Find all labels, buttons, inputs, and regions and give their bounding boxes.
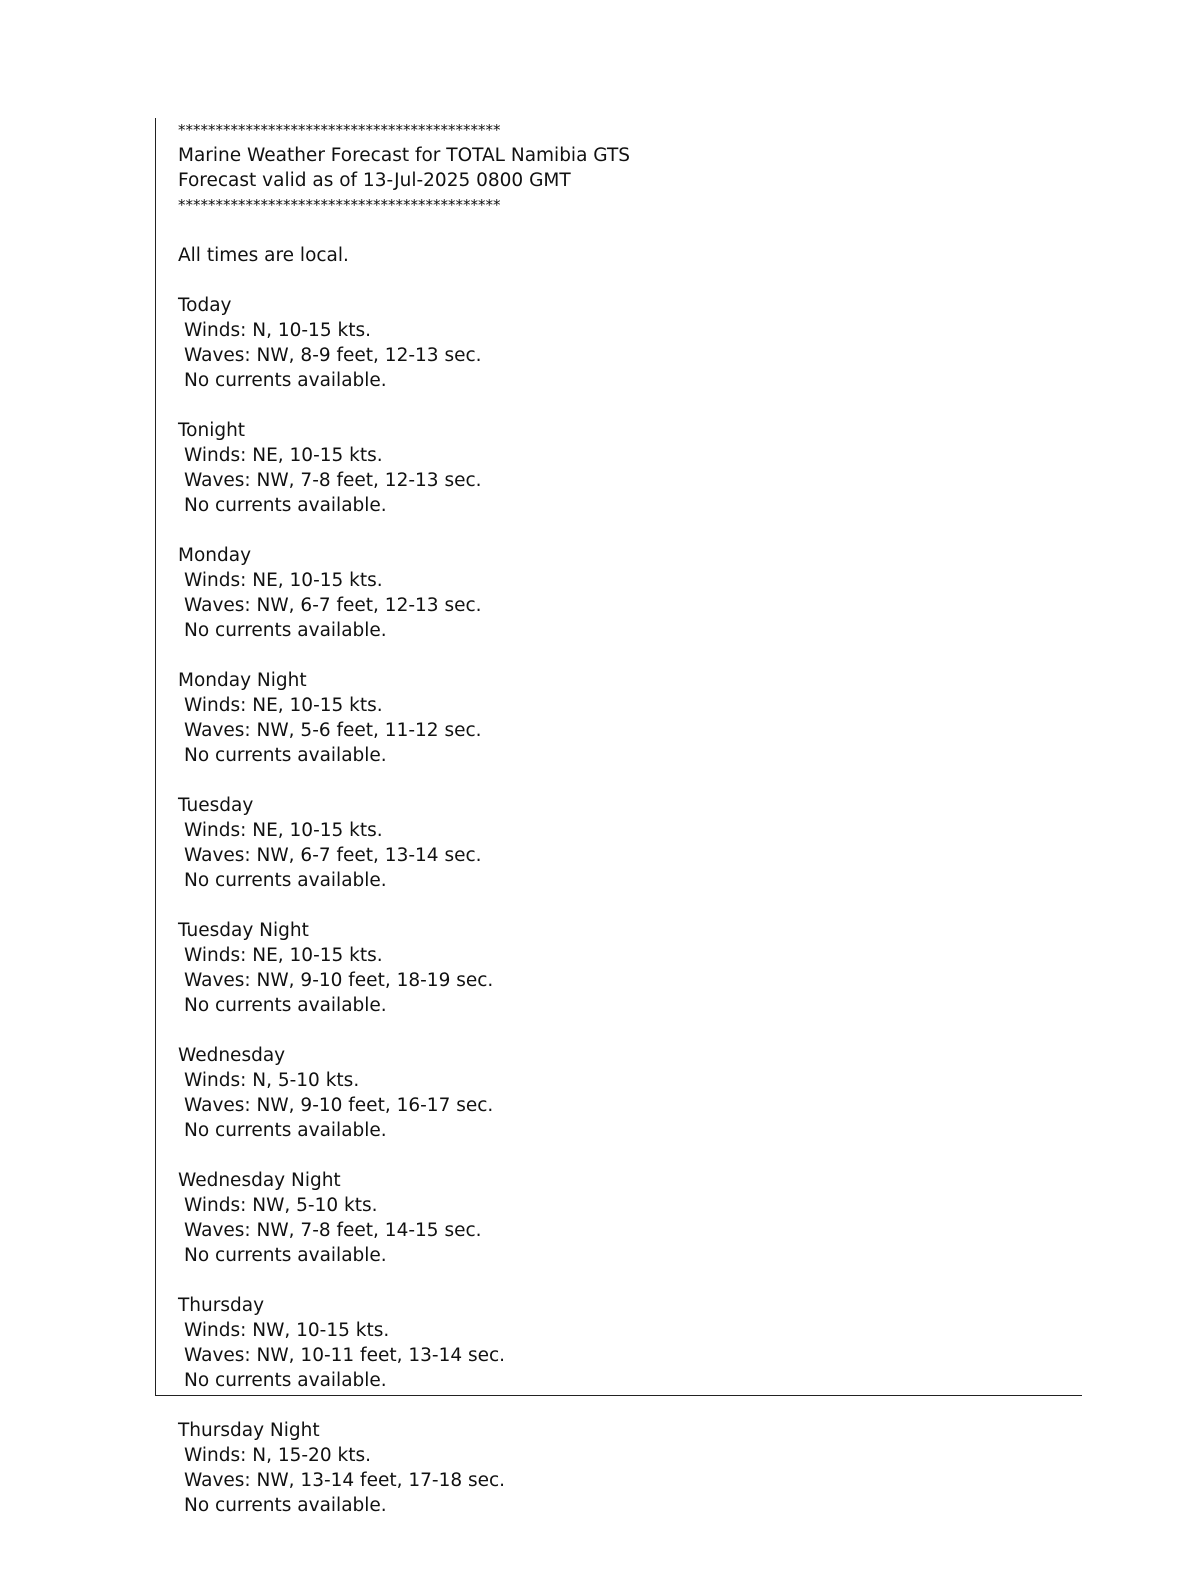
period-winds: Winds: NE, 10-15 kts. bbox=[184, 820, 383, 841]
period-currents: No currents available. bbox=[184, 870, 387, 891]
period-winds: Winds: NW, 5-10 kts. bbox=[184, 1195, 378, 1216]
forecast-period-thursday bbox=[178, 1293, 1078, 1418]
forecast-period-thursday-night bbox=[178, 1418, 1078, 1518]
period-currents: No currents available. bbox=[184, 1370, 387, 1391]
spacer bbox=[178, 1018, 1078, 1043]
period-name: Monday bbox=[178, 545, 252, 566]
time-note: All times are local. bbox=[178, 245, 349, 266]
spacer bbox=[178, 218, 1078, 243]
period-waves: Waves: NW, 9-10 feet, 16-17 sec. bbox=[184, 1095, 494, 1116]
spacer bbox=[178, 1268, 1078, 1293]
period-name: Wednesday Night bbox=[178, 1170, 341, 1191]
period-waves: Waves: NW, 6-7 feet, 13-14 sec. bbox=[184, 845, 482, 866]
forecast-period-monday-night bbox=[178, 668, 1078, 793]
frame-left-rule bbox=[155, 118, 156, 1396]
spacer bbox=[178, 1143, 1078, 1168]
period-waves: Waves: NW, 7-8 feet, 14-15 sec. bbox=[184, 1220, 482, 1241]
period-winds: Winds: NE, 10-15 kts. bbox=[184, 695, 383, 716]
period-waves: Waves: NW, 9-10 feet, 18-19 sec. bbox=[184, 970, 494, 991]
period-winds: Winds: N, 5-10 kts. bbox=[184, 1070, 360, 1091]
period-name: Thursday Night bbox=[178, 1420, 320, 1441]
period-name: Thursday bbox=[178, 1295, 265, 1316]
period-currents: No currents available. bbox=[184, 745, 387, 766]
period-waves: Waves: NW, 5-6 feet, 11-12 sec. bbox=[184, 720, 482, 741]
period-currents: No currents available. bbox=[184, 1495, 387, 1516]
period-waves: Waves: NW, 10-11 feet, 13-14 sec. bbox=[184, 1345, 506, 1366]
forecast-period-tuesday bbox=[178, 793, 1078, 918]
spacer bbox=[178, 393, 1078, 418]
forecast-title: Marine Weather Forecast for TOTAL Namibia GTS bbox=[178, 145, 631, 166]
period-name: Today bbox=[178, 295, 232, 316]
period-winds: Winds: N, 10-15 kts. bbox=[184, 320, 371, 341]
period-currents: No currents available. bbox=[184, 370, 387, 391]
header-stars-bottom: ******************************************* bbox=[178, 196, 501, 214]
header-stars-top: ******************************************* bbox=[178, 121, 501, 139]
period-winds: Winds: NE, 10-15 kts. bbox=[184, 445, 383, 466]
forecast-period-tuesday-night bbox=[178, 918, 1078, 1043]
period-winds: Winds: N, 15-20 kts. bbox=[184, 1445, 371, 1466]
period-waves: Waves: NW, 13-14 feet, 17-18 sec. bbox=[184, 1470, 506, 1491]
period-waves: Waves: NW, 8-9 feet, 12-13 sec. bbox=[184, 345, 482, 366]
forecast-period-wednesday bbox=[178, 1043, 1078, 1168]
forecast-period-wednesday-night bbox=[178, 1168, 1078, 1293]
forecast-document bbox=[178, 118, 1078, 1518]
period-currents: No currents available. bbox=[184, 495, 387, 516]
spacer bbox=[178, 893, 1078, 918]
spacer bbox=[178, 768, 1078, 793]
spacer bbox=[178, 518, 1078, 543]
forecast-period-monday bbox=[178, 543, 1078, 668]
period-winds: Winds: NW, 10-15 kts. bbox=[184, 1320, 390, 1341]
period-waves: Waves: NW, 7-8 feet, 12-13 sec. bbox=[184, 470, 482, 491]
period-currents: No currents available. bbox=[184, 1120, 387, 1141]
forecast-period-tonight bbox=[178, 418, 1078, 543]
period-name: Tonight bbox=[178, 420, 246, 441]
period-waves: Waves: NW, 6-7 feet, 12-13 sec. bbox=[184, 595, 482, 616]
period-currents: No currents available. bbox=[184, 1245, 387, 1266]
period-winds: Winds: NE, 10-15 kts. bbox=[184, 570, 383, 591]
period-name: Tuesday Night bbox=[178, 920, 309, 941]
period-winds: Winds: NE, 10-15 kts. bbox=[184, 945, 383, 966]
forecast-period-today bbox=[178, 293, 1078, 418]
period-name: Monday Night bbox=[178, 670, 307, 691]
spacer bbox=[178, 268, 1078, 293]
forecast-valid-time: Forecast valid as of 13-Jul-2025 0800 GMT bbox=[178, 170, 571, 191]
period-currents: No currents available. bbox=[184, 995, 387, 1016]
spacer bbox=[178, 643, 1078, 668]
period-currents: No currents available. bbox=[184, 620, 387, 641]
period-name: Wednesday bbox=[178, 1045, 286, 1066]
period-name: Tuesday bbox=[178, 795, 254, 816]
spacer bbox=[178, 1393, 1078, 1418]
